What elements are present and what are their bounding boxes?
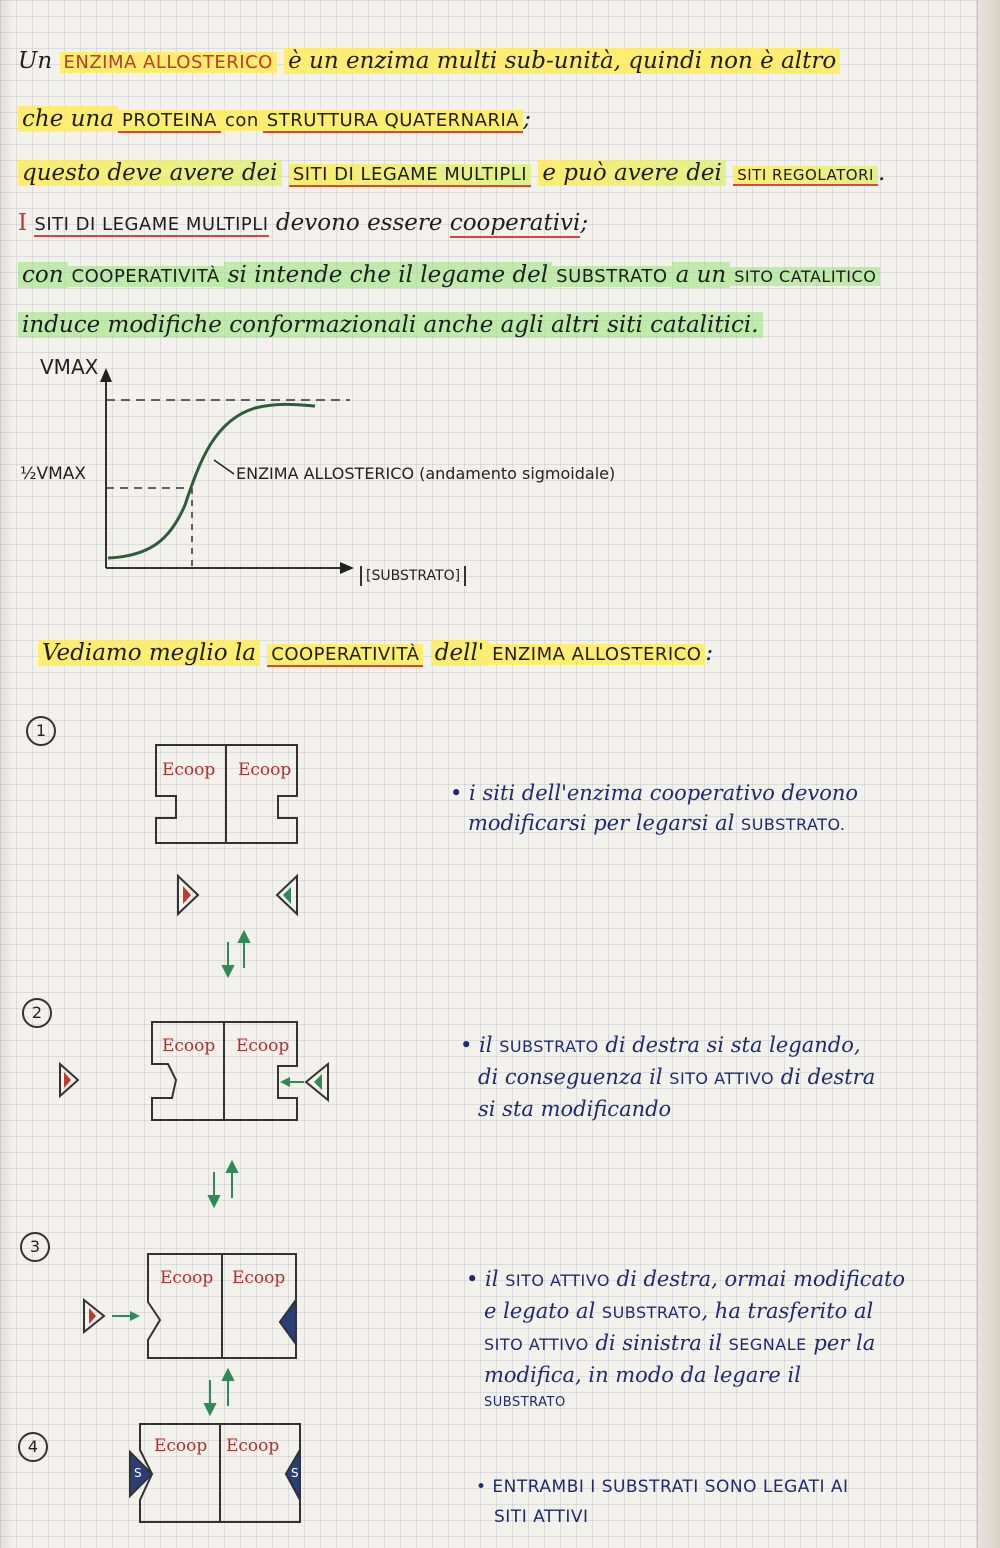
step-4-description bbox=[476, 1472, 849, 1532]
text: si sta modificando bbox=[478, 1097, 672, 1121]
substrate-label: S bbox=[134, 1466, 142, 1480]
term-siti-legame-multipli: SITI DI LEGAME MULTIPLI bbox=[289, 164, 531, 187]
text: di sinistra il bbox=[595, 1331, 722, 1355]
term-enzima-allosterico-title: ENZIMA ALLOSTERICO bbox=[488, 644, 705, 665]
enzyme-label: Ecoop bbox=[162, 760, 216, 780]
enzyme-label: Ecoop bbox=[236, 1036, 290, 1056]
text: di destra bbox=[780, 1065, 876, 1089]
text: si intende che il legame del bbox=[224, 262, 552, 288]
text: questo deve avere dei bbox=[18, 160, 282, 186]
term-siti-regolatori: SITI REGOLATORI bbox=[733, 166, 878, 186]
term-sito-attivo: SITO ATTIVO bbox=[505, 1271, 610, 1290]
term-sito-attivo: SITO ATTIVO bbox=[669, 1069, 775, 1088]
substrate-label: S bbox=[291, 1466, 299, 1480]
graph-xlabel: [SUBSTRATO] bbox=[360, 566, 466, 586]
text: e può avere dei bbox=[538, 160, 726, 186]
step-number-1: 1 bbox=[26, 716, 56, 746]
text: che una bbox=[18, 106, 118, 132]
text: a un bbox=[672, 262, 731, 288]
step-2-description bbox=[460, 1030, 875, 1124]
graph-ylabel-half-vmax: ½VMAX bbox=[20, 464, 87, 484]
text: di destra si sta legando, bbox=[605, 1033, 861, 1057]
text: di conseguenza il bbox=[478, 1065, 663, 1089]
text: modifica, in modo da legare il bbox=[484, 1363, 801, 1387]
text: modificarsi per legarsi al bbox=[468, 811, 735, 835]
text: : bbox=[705, 640, 714, 666]
term-cooperativita: COOPERATIVITÀ bbox=[68, 266, 224, 287]
text: SITI ATTIVI bbox=[494, 1507, 589, 1527]
text: Vediamo meglio la bbox=[38, 640, 260, 666]
text: ; bbox=[580, 210, 589, 236]
text: induce modifiche conformazionali anche agli altri siti catalitici. bbox=[18, 312, 763, 338]
text: , ha trasferito al bbox=[701, 1299, 874, 1323]
term-substrato: SUBSTRATO bbox=[484, 1395, 566, 1410]
text: e legato al bbox=[484, 1299, 596, 1323]
enzyme-label: Ecoop bbox=[162, 1036, 216, 1056]
text: devono essere bbox=[275, 210, 443, 236]
text: ; bbox=[523, 106, 531, 132]
text: • il bbox=[460, 1033, 493, 1057]
enzyme-label: Ecoop bbox=[154, 1436, 208, 1456]
text: di destra, ormai modificato bbox=[616, 1267, 906, 1291]
enzyme-label: Ecoop bbox=[232, 1268, 286, 1288]
text: dell' bbox=[431, 640, 488, 666]
term-sito-attivo: SITO ATTIVO bbox=[484, 1335, 589, 1354]
transition-arrows bbox=[205, 932, 249, 1414]
text: Un bbox=[18, 48, 53, 74]
text: . bbox=[877, 160, 886, 186]
term-struttura-quaternaria: STRUTTURA QUATERNARIA bbox=[263, 110, 523, 133]
term-substrato: SUBSTRATO bbox=[499, 1037, 599, 1056]
term-segnale: SEGNALE bbox=[728, 1335, 807, 1354]
text: • ENTRAMBI I SUBSTRATI SONO LEGATI AI bbox=[476, 1477, 849, 1497]
step-1-description bbox=[450, 778, 858, 840]
term-proteina: PROTEINA bbox=[118, 110, 221, 133]
term-cooperativita-title: COOPERATIVITÀ bbox=[267, 644, 423, 667]
text: • il bbox=[466, 1267, 499, 1291]
enzyme-label: Ecoop bbox=[226, 1436, 280, 1456]
term-enzima-allosterico: ENZIMA ALLOSTERICO bbox=[60, 52, 277, 73]
text: con bbox=[221, 110, 263, 131]
step-number-2: 2 bbox=[22, 998, 52, 1028]
section-title bbox=[38, 640, 713, 666]
text: • i siti dell'enzima cooperativo devono bbox=[450, 781, 859, 805]
text: è un enzima multi sub-unità, quindi non è altro bbox=[284, 48, 840, 74]
graph-ylabel-vmax: VMAX bbox=[40, 355, 99, 379]
step-number-3: 3 bbox=[20, 1232, 50, 1262]
enzyme-label: Ecoop bbox=[160, 1268, 214, 1288]
text: con bbox=[18, 262, 68, 288]
text: per la bbox=[813, 1331, 876, 1355]
term-substrato: SUBSTRATO bbox=[552, 266, 671, 287]
term-siti-legame-multipli-2: SITI DI LEGAME MULTIPLI bbox=[34, 214, 269, 235]
term-sito-catalitico: SITO CATALITICO bbox=[730, 267, 880, 286]
term-cooperativi: cooperativi bbox=[449, 210, 581, 236]
text: I bbox=[18, 210, 28, 236]
graph-curve-label: ENZIMA ALLOSTERICO (andamento sigmoidale) bbox=[236, 464, 616, 483]
step-3-description bbox=[466, 1264, 905, 1412]
enzyme-label: Ecoop bbox=[238, 760, 292, 780]
term-substrato: SUBSTRATO. bbox=[741, 815, 846, 834]
term-substrato: SUBSTRATO bbox=[601, 1303, 702, 1322]
step-number-4: 4 bbox=[18, 1432, 48, 1462]
